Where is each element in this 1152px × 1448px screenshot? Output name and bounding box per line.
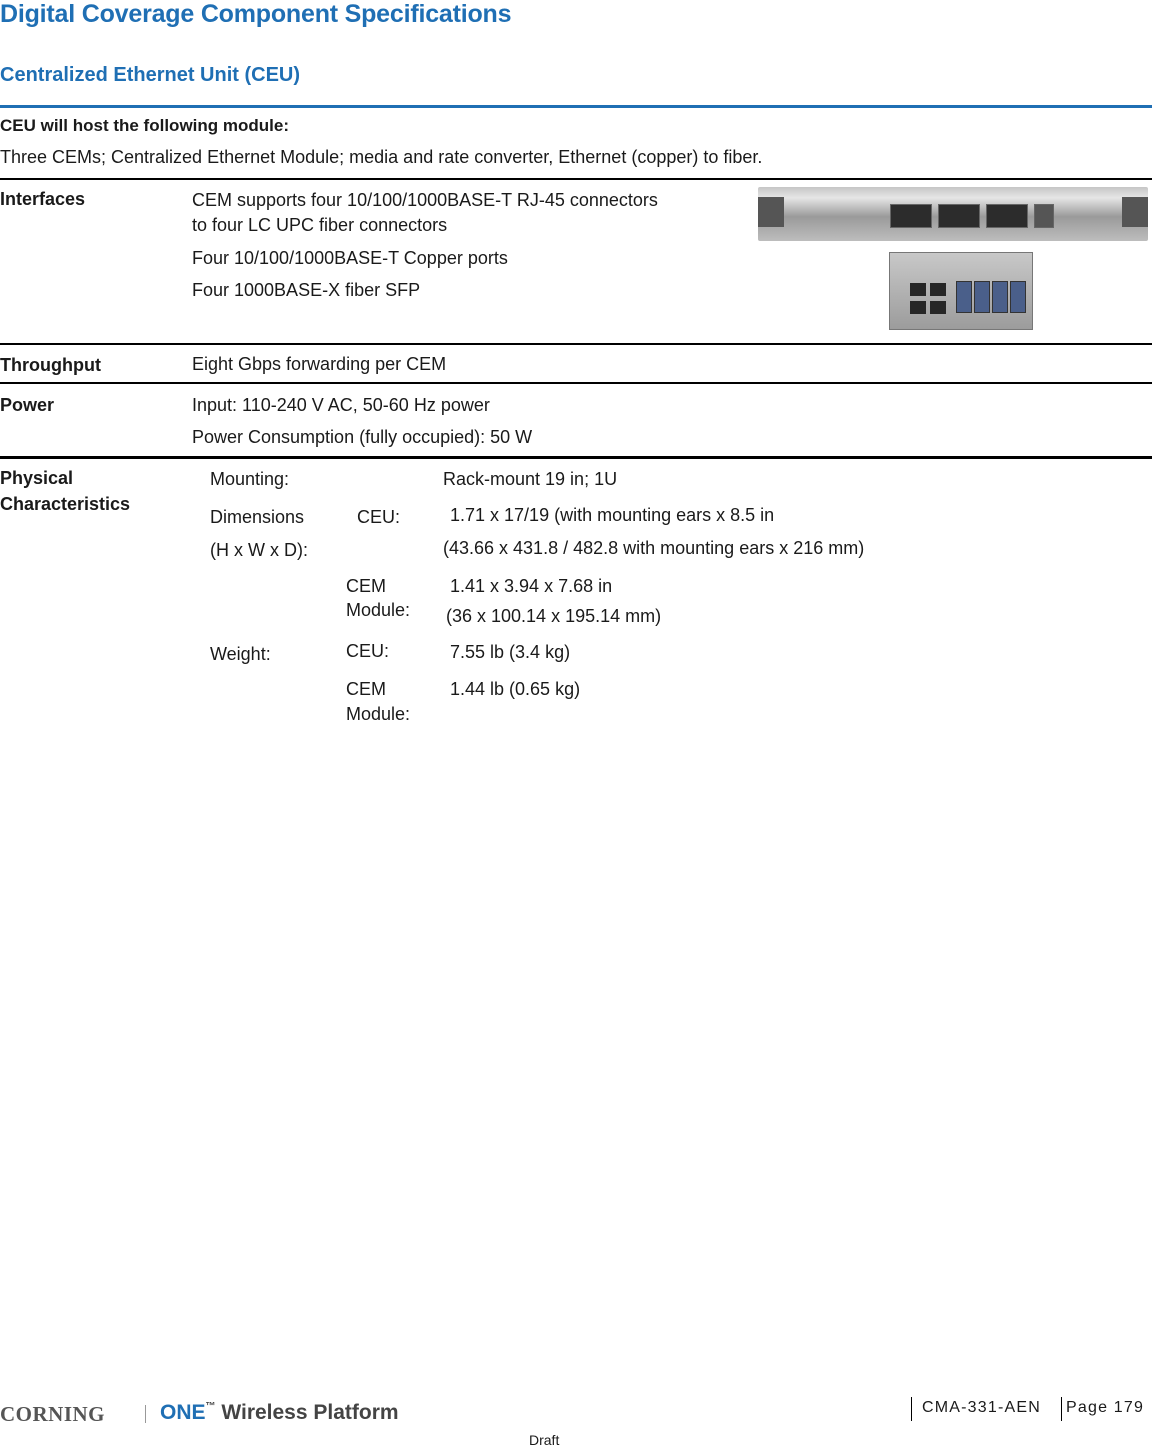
table-rule xyxy=(0,456,1152,459)
mounting-value: Rack-mount 19 in; 1U xyxy=(443,469,618,489)
page-title: Digital Coverage Component Specifications xyxy=(0,0,512,28)
throughput-label: Throughput xyxy=(0,355,101,375)
physical-label-2: Characteristics xyxy=(0,494,131,514)
weight-ceu-label: CEU: xyxy=(346,641,390,661)
cem-module-photo xyxy=(889,252,1033,330)
logo-tm: ™ xyxy=(205,1401,216,1412)
physical-label-1: Physical xyxy=(0,468,74,488)
section-title: Centralized Ethernet Unit (CEU) xyxy=(0,64,301,86)
power-label: Power xyxy=(0,395,55,415)
power-consumption: Power Consumption (fully occupied): 50 W xyxy=(192,427,533,447)
weight-ceu-value: 7.55 lb (3.4 kg) xyxy=(450,642,571,662)
interfaces-line-3: Four 10/100/1000BASE-T Copper ports xyxy=(192,248,508,268)
host-text: Three CEMs; Centralized Ethernet Module; media and rate converter, Ethernet (copper) to fiber. xyxy=(0,147,763,167)
interfaces-label: Interfaces xyxy=(0,189,86,209)
interfaces-line-1: CEM supports four 10/100/1000BASE-T RJ-45 connectors xyxy=(192,190,658,210)
weight-label: Weight: xyxy=(210,644,271,664)
dimensions-cem-label-2: Module: xyxy=(346,600,411,620)
logo-divider xyxy=(145,1405,146,1423)
dimensions-label-1: Dimensions xyxy=(210,507,305,527)
footer-divider xyxy=(911,1397,912,1421)
dimensions-ceu-label: CEU: xyxy=(357,507,401,527)
table-rule xyxy=(0,343,1152,345)
dimensions-cem-in: 1.41 x 3.94 x 7.68 in xyxy=(450,576,613,596)
draft-label: Draft xyxy=(529,1432,560,1448)
logo-one-text: ONE xyxy=(160,1401,206,1424)
mounting-label: Mounting: xyxy=(210,469,290,489)
ceu-rack-photo xyxy=(758,187,1148,241)
dimensions-ceu-in: 1.71 x 17/19 (with mounting ears x 8.5 in xyxy=(450,505,775,525)
corning-logo: CORNING xyxy=(0,1402,106,1426)
page-number: Page 179 xyxy=(1066,1399,1145,1416)
weight-cem-label-1: CEM xyxy=(346,679,386,699)
one-wireless-logo xyxy=(160,1401,399,1425)
dimensions-cem-mm: (36 x 100.14 x 195.14 mm) xyxy=(446,606,662,626)
footer-divider xyxy=(1061,1397,1062,1421)
dimensions-label-2: (H x W x D): xyxy=(210,540,308,560)
weight-cem-value: 1.44 lb (0.65 kg) xyxy=(450,679,581,699)
document-id: CMA-331-AEN xyxy=(922,1399,1042,1416)
logo-platform-text: Wireless Platform xyxy=(215,1401,399,1424)
host-title: CEU will host the following module: xyxy=(0,116,289,135)
dimensions-ceu-mm: (43.66 x 431.8 / 482.8 with mounting ears x 216 mm) xyxy=(443,538,865,558)
interfaces-line-4: Four 1000BASE-X fiber SFP xyxy=(192,280,421,300)
interfaces-line-2: to four LC UPC fiber connectors xyxy=(192,215,448,235)
section-rule xyxy=(0,105,1152,108)
power-input: Input: 110-240 V AC, 50-60 Hz power xyxy=(192,395,490,415)
table-rule xyxy=(0,382,1152,384)
throughput-value: Eight Gbps forwarding per CEM xyxy=(192,354,447,374)
table-rule-top xyxy=(0,178,1152,180)
weight-cem-label-2: Module: xyxy=(346,704,411,724)
dimensions-cem-label-1: CEM xyxy=(346,576,386,596)
